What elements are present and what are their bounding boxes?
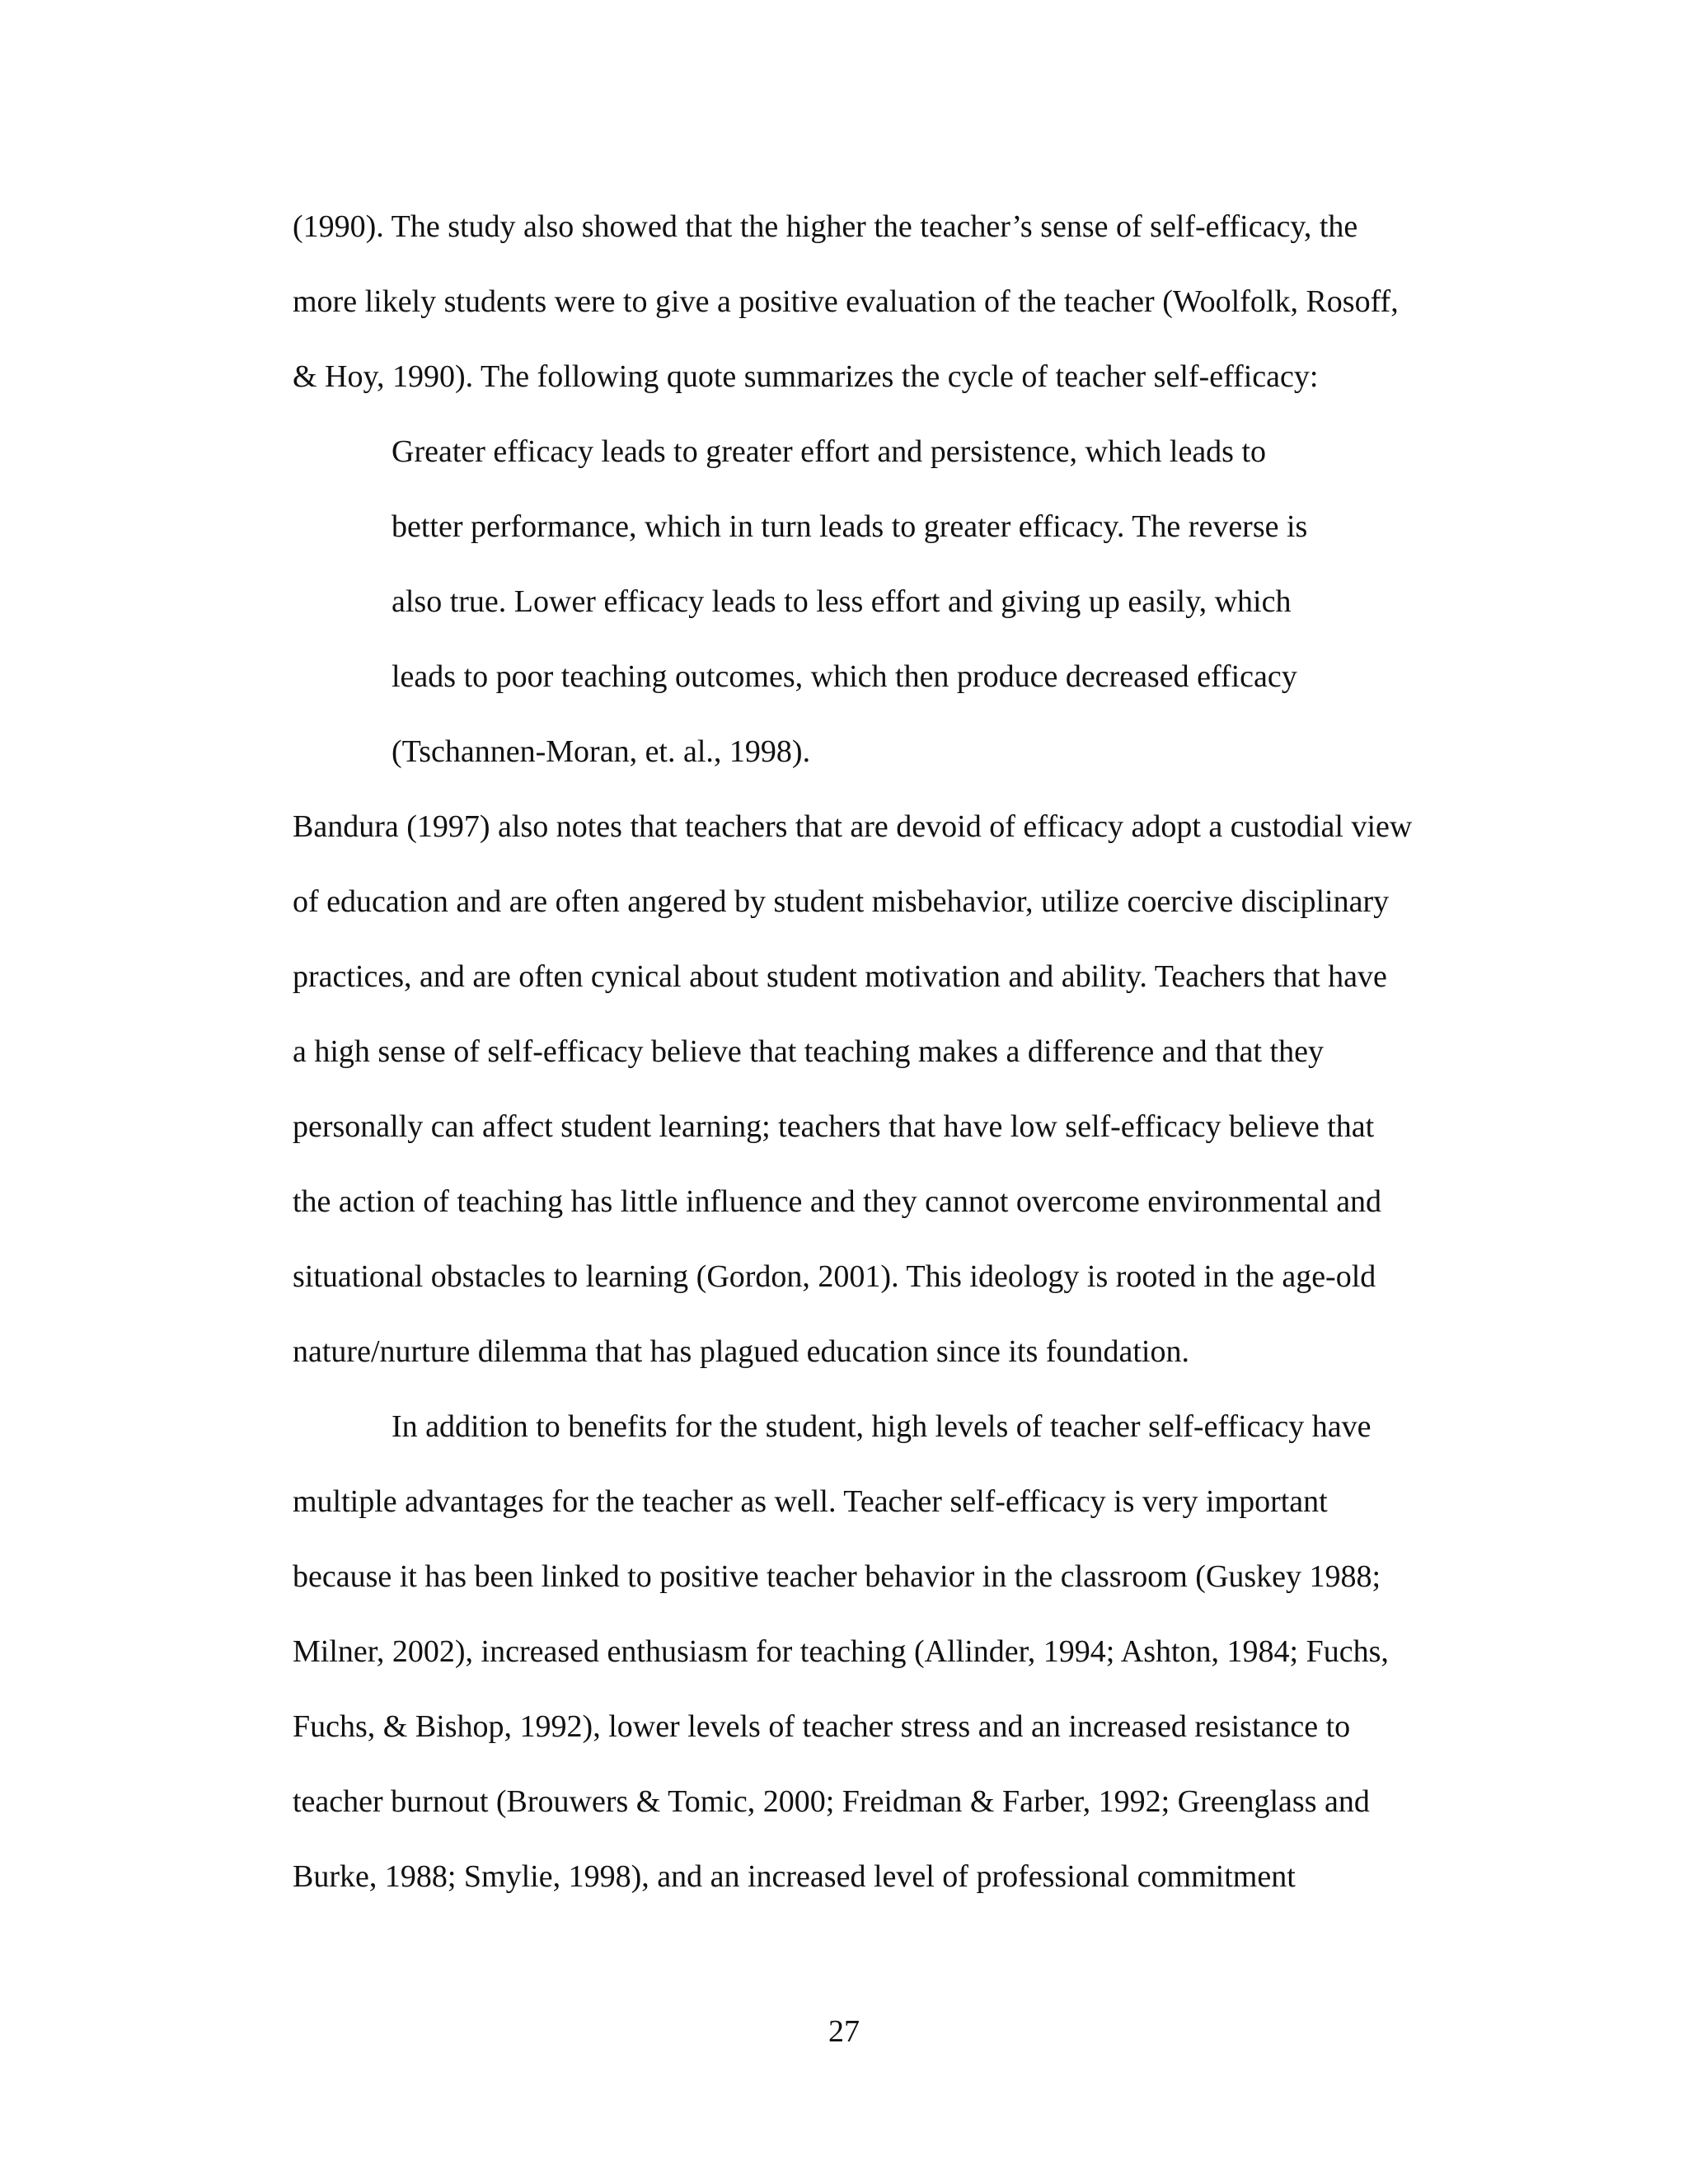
- block-quote-line: Greater efficacy leads to greater effort and persistence, which leads to: [392, 434, 1267, 469]
- paragraph-line: because it has been linked to positive teacher behavior in the classroom (Guskey 1988;: [293, 1559, 1381, 1594]
- paragraph-line: more likely students were to give a positive evaluation of the teacher (Woolfolk, Rosoff,: [293, 284, 1399, 319]
- paragraph-line: & Hoy, 1990). The following quote summarizes the cycle of teacher self-efficacy:: [293, 359, 1319, 394]
- block-quote-line: also true. Lower efficacy leads to less effort and giving up easily, which: [392, 584, 1292, 619]
- page-number: 27: [828, 2014, 860, 2049]
- paragraph-line: of education and are often angered by student misbehavior, utilize coercive disciplinary: [293, 884, 1390, 919]
- paragraph-line: nature/nurture dilemma that has plagued education since its foundation.: [293, 1334, 1189, 1369]
- paragraph-line: practices, and are often cynical about student motivation and ability. Teachers that have: [293, 959, 1387, 994]
- paragraph-line: the action of teaching has little influence and they cannot overcome environmental and: [293, 1184, 1382, 1219]
- block-quote-line: (Tschannen-Moran, et. al., 1998).: [392, 734, 811, 769]
- paragraph-line: Bandura (1997) also notes that teachers that are devoid of efficacy adopt a custodial view: [293, 809, 1413, 844]
- paragraph-line: teacher burnout (Brouwers & Tomic, 2000; Freidman & Farber, 1992; Greenglass and: [293, 1784, 1370, 1819]
- body-text: [293, 190, 1463, 1915]
- paragraph-line: situational obstacles to learning (Gordon, 2001). This ideology is rooted in the age-old: [293, 1259, 1376, 1294]
- paragraph-first-line: In addition to benefits for the student, high levels of teacher self-efficacy have: [392, 1409, 1372, 1444]
- paragraph-line: Milner, 2002), increased enthusiasm for teaching (Allinder, 1994; Ashton, 1984; Fuchs,: [293, 1634, 1389, 1669]
- block-quote-line: better performance, which in turn leads to greater efficacy. The reverse is: [392, 509, 1308, 544]
- paragraph-line: (1990). The study also showed that the higher the teacher’s sense of self-efficacy, the: [293, 209, 1358, 244]
- paragraph-line: Burke, 1988; Smylie, 1998), and an increased level of professional commitment: [293, 1859, 1296, 1894]
- paragraph-line: multiple advantages for the teacher as well. Teacher self-efficacy is very important: [293, 1484, 1328, 1519]
- paragraph-line: a high sense of self-efficacy believe that teaching makes a difference and that they: [293, 1034, 1324, 1069]
- block-quote-line: leads to poor teaching outcomes, which then produce decreased efficacy: [392, 659, 1297, 694]
- paragraph-line: Fuchs, & Bishop, 1992), lower levels of teacher stress and an increased resistance to: [293, 1709, 1351, 1744]
- paragraph-line: personally can affect student learning; teachers that have low self-efficacy believe that: [293, 1109, 1375, 1144]
